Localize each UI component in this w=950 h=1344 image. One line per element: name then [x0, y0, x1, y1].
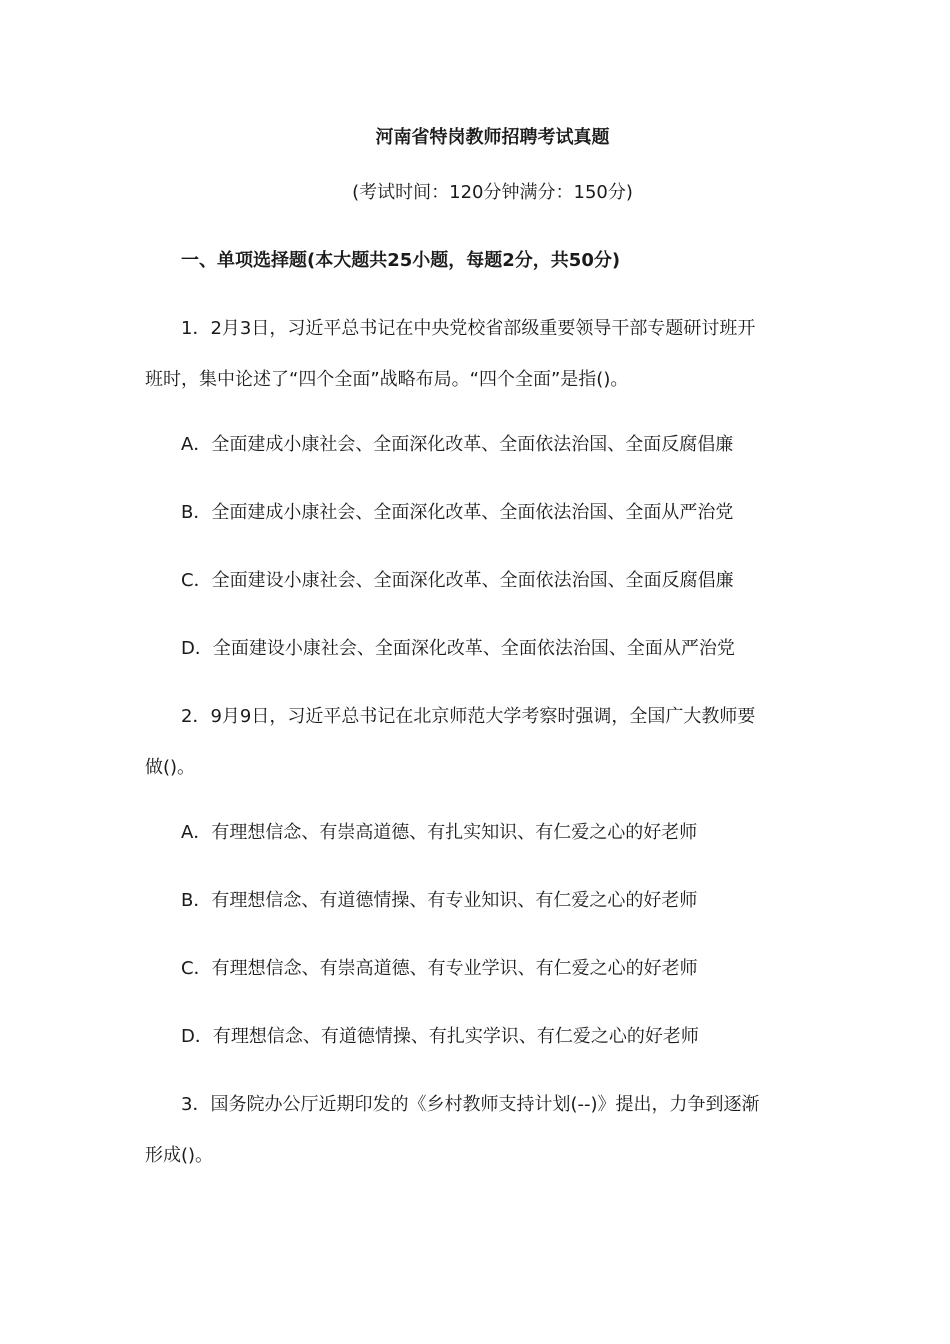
question-2-option-b: B．有理想信念、有道德情操、有专业知识、有仁爱之心的好老师: [181, 890, 698, 911]
question-1-stem-line-1: 1．2月3日，习近平总书记在中央党校省部级重要领导干部专题研讨班开: [181, 318, 756, 339]
question-2-option-d: D．有理想信念、有道德情操、有扎实学识、有仁爱之心的好老师: [181, 1026, 699, 1047]
question-2-option-a: A．有理想信念、有崇高道德、有扎实知识、有仁爱之心的好老师: [181, 822, 698, 843]
question-3-stem-line-2: 形成()。: [145, 1145, 214, 1166]
question-2-stem-line-1: 2．9月9日，习近平总书记在北京师范大学考察时强调，全国广大教师要: [181, 706, 756, 727]
question-1-option-c: C．全面建设小康社会、全面深化改革、全面依法治国、全面反腐倡廉: [181, 570, 734, 591]
section-heading: 一、单项选择题(本大题共25小题，每题2分，共50分): [181, 250, 621, 271]
question-1-option-a: A．全面建成小康社会、全面深化改革、全面依法治国、全面反腐倡廉: [181, 434, 734, 455]
question-1-option-b: B．全面建成小康社会、全面深化改革、全面依法治国、全面从严治党: [181, 502, 734, 523]
document-subtitle: (考试时间：120分钟满分：150分): [352, 182, 633, 203]
question-2-stem-line-2: 做()。: [145, 757, 196, 778]
question-1-option-d: D．全面建设小康社会、全面深化改革、全面依法治国、全面从严治党: [181, 638, 735, 659]
question-2-option-c: C．有理想信念、有崇高道德、有专业学识、有仁爱之心的好老师: [181, 958, 698, 979]
question-3-stem-line-1: 3．国务院办公厅近期印发的《乡村教师支持计划(--)》提出，力争到逐渐: [181, 1094, 760, 1115]
question-1-stem-line-2: 班时，集中论述了“四个全面”战略布局。“四个全面”是指()。: [145, 369, 629, 390]
document-title: 河南省特岗教师招聘考试真题: [375, 127, 610, 148]
